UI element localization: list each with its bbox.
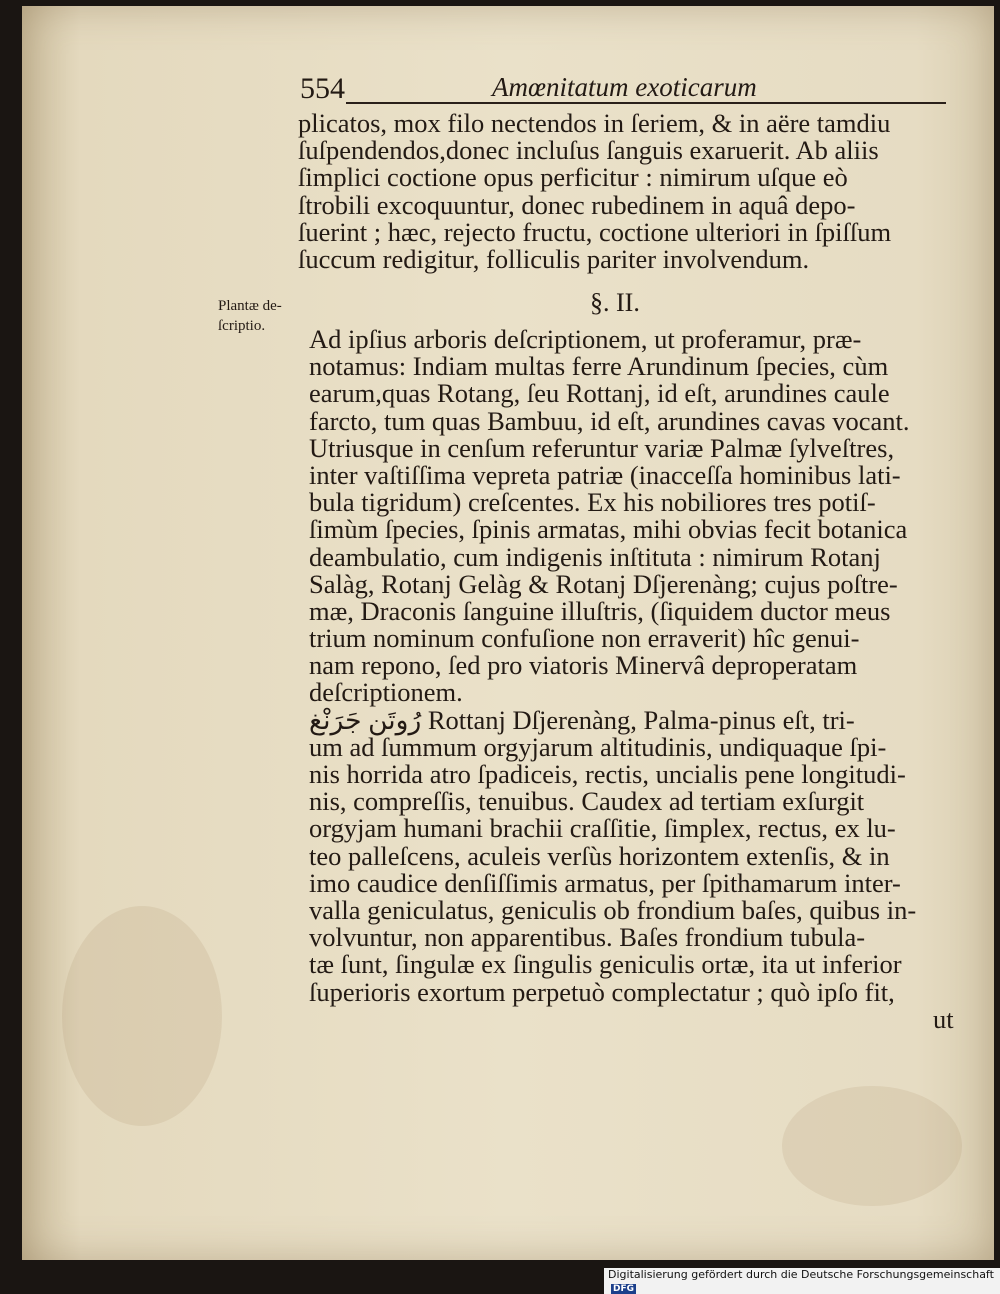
header-rule: [346, 102, 946, 104]
text-line: teo palleſcens, aculeis verſùs horizontem extenſis, & in: [309, 840, 890, 871]
text-line: um ad ſummum orgyjarum altitudinis, undiquaque ſpi-: [309, 731, 887, 762]
running-title: Amœnitatum exoticarum: [492, 72, 757, 102]
text-line: plicatos, mox filo nectendos in ſeriem, & in aëre tamdiu: [298, 108, 891, 138]
text-line: nis, compreſſis, tenuibus. Caudex ad tertiam exſurgit: [309, 786, 865, 817]
text-line: deambulatio, cum indigenis inſtituta : nimirum Rotanj: [309, 541, 881, 572]
text-line: ſuccum redigitur, folliculis pariter involvendum.: [298, 243, 810, 274]
text-line: ſtrobili excoquuntur, donec rubedinem in aquâ depo-: [298, 189, 856, 220]
text-line: رُوتَن جَرَنْغ Rottanj Dſjerenàng, Palma-pinus eſt, tri-: [309, 704, 855, 735]
text-line: orgyjam humani brachii craſſitie, ſimplex, rectus, ex lu-: [309, 813, 896, 844]
text-line: tæ ſunt, ſingulæ ex ſingulis geniculis ortæ, ita ut inferior: [309, 949, 902, 980]
text-line: deſcriptionem.: [309, 677, 463, 708]
text-line: trium nominum confuſione non erraverit) hîc genui-: [309, 623, 860, 654]
main-paragraph: [309, 326, 954, 1033]
text-line: ſuerint ; hæc, rejecto fructu, coctione ulteriori in ſpiſſum: [298, 216, 892, 247]
text-line: mæ, Draconis ſanguine illuſtris, (ſiquidem ductor meus: [309, 595, 891, 626]
text-line: bula tigridum) creſcentes. Ex his nobiliores tres potiſ-: [309, 487, 876, 518]
footer-text: Digitalisierung gefördert durch die Deutsche Forschungsgemeinschaft: [608, 1268, 994, 1281]
text-line: ſuperioris exortum perpetuò complectatur ; quò ipſo fit,: [309, 976, 895, 1007]
text-line: ſimùm ſpecies, ſpinis armatas, mihi obvias fecit botanica: [309, 514, 908, 545]
margin-note-line: ſcriptio.: [218, 318, 266, 334]
section-heading: §. II.: [590, 288, 640, 317]
text-line: nis horrida atro ſpadiceis, rectis, uncialis pene longitudi-: [309, 759, 906, 789]
paper-stain: [62, 906, 222, 1126]
text-line: nam repono, ſed pro viatoris Minervâ deproperatam: [309, 650, 858, 681]
text-line: Utriusque in cenſum referuntur variæ Palmæ ſylveſtres,: [309, 432, 895, 463]
text-line: ſimplici coctione opus perficitur : nimirum uſque eò: [298, 162, 848, 193]
text-line: farcto, tum quas Bambuu, id eſt, arundines cavas vocant.: [309, 405, 910, 436]
page-number: 554: [300, 72, 345, 105]
page-header: [300, 72, 946, 106]
margin-note: [218, 296, 282, 336]
dfg-logo-icon: DFG: [613, 1284, 635, 1294]
digitization-footer: [604, 1268, 1000, 1294]
text-line: notamus: Indiam multas ferre Arundinum ſpecies, cùm: [309, 351, 889, 382]
top-paragraph: [298, 110, 891, 273]
text-line: earum,quas Rotang, ſeu Rottanj, id eſt, arundines caule: [309, 378, 890, 409]
text-line: Salàg, Rotanj Gelàg & Rotanj Dſjerenàng; cujus poſtre-: [309, 568, 898, 599]
text-line: ut: [933, 1003, 954, 1034]
text-line: inter vaſtiſſima vepreta patriæ (inacceſſa hominibus lati-: [309, 459, 901, 490]
text-line: ſuſpendendos,donec incluſus ſanguis exaruerit. Ab aliis: [298, 135, 879, 166]
text-line: imo caudice denſiſſimis armatus, per ſpithamarum inter-: [309, 867, 901, 898]
text-line: volvuntur, non apparentibus. Baſes frondium tubula-: [309, 922, 866, 953]
text-line: valla geniculatus, geniculis ob frondium baſes, quibus in-: [309, 894, 917, 925]
text-line: Ad ipſius arboris deſcriptionem, ut proferamur, præ-: [309, 324, 862, 354]
paper-stain: [782, 1086, 962, 1206]
margin-note-line: Plantæ de-: [218, 298, 282, 314]
